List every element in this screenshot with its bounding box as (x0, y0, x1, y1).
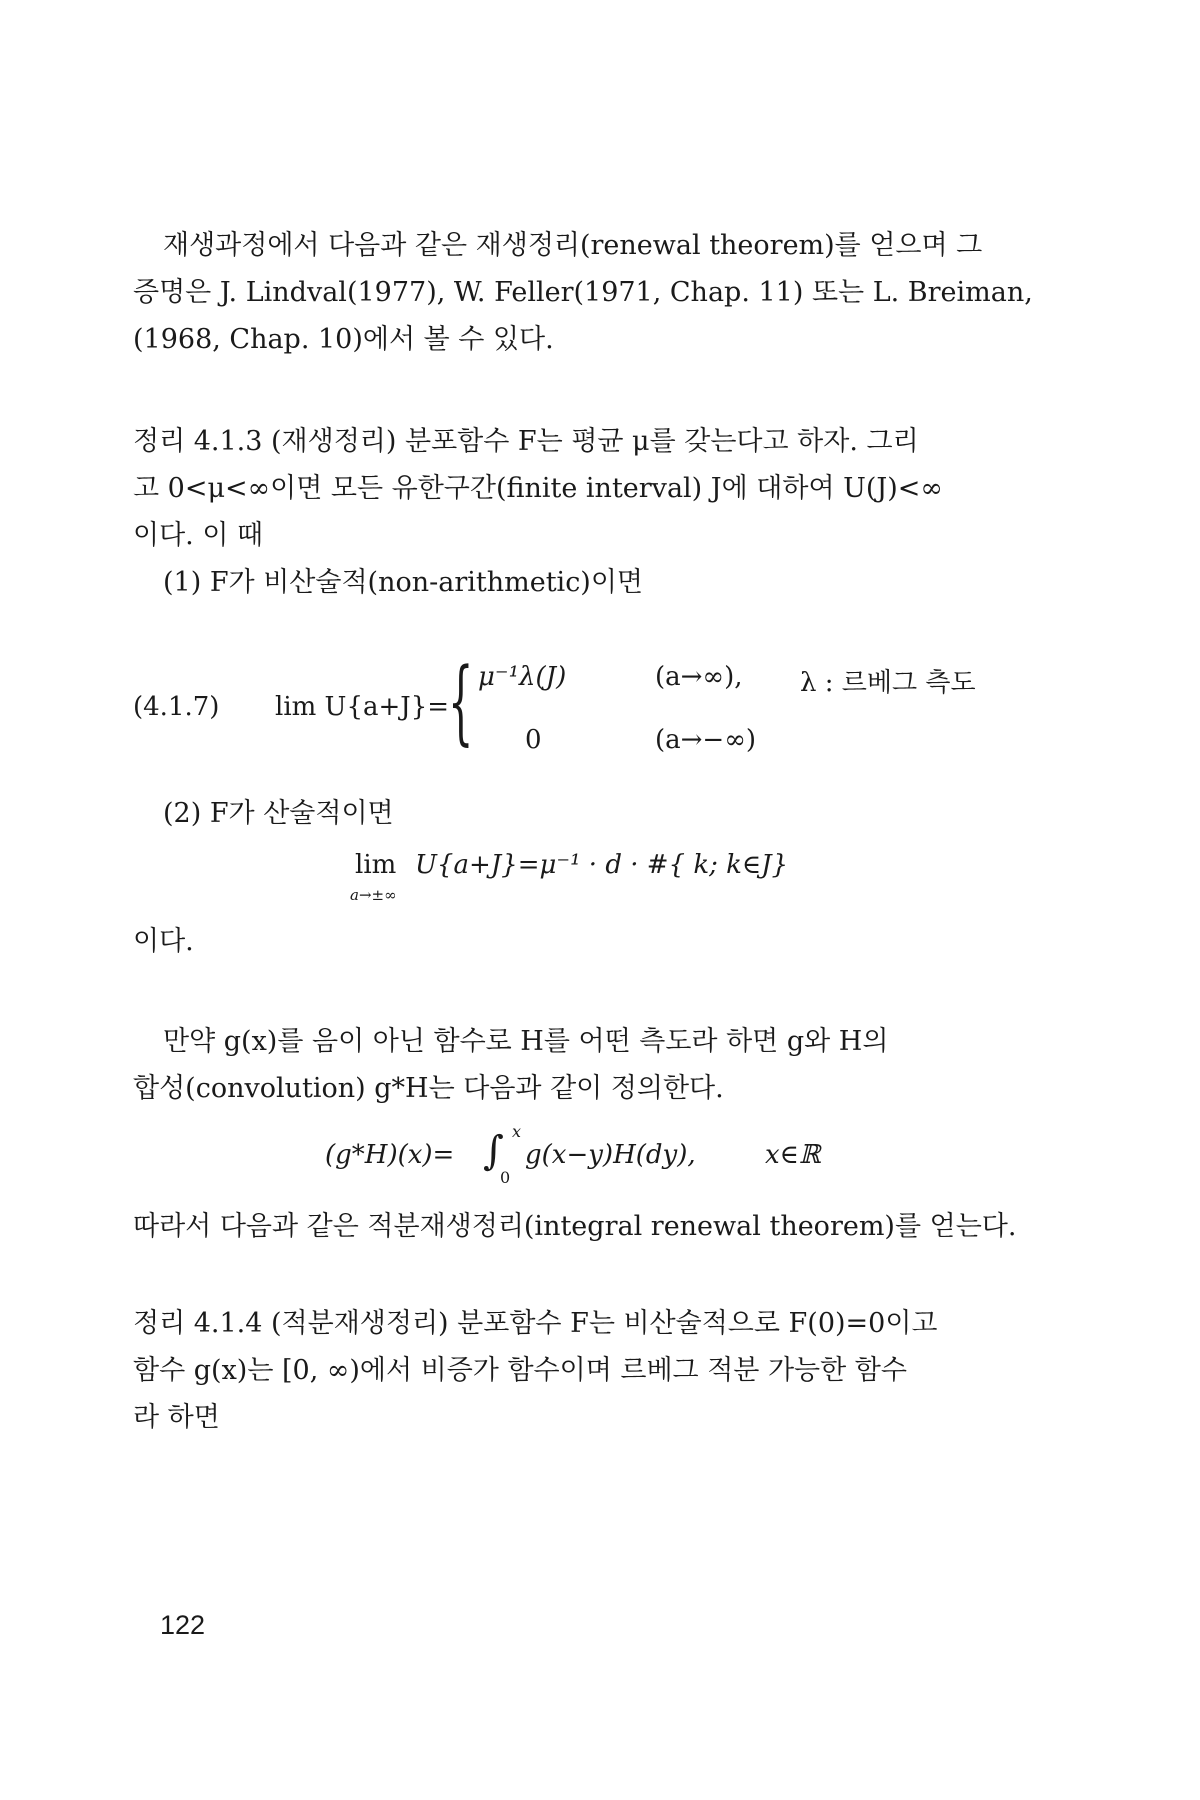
theorem-closing-block (133, 918, 1048, 965)
theorem-4-1-4-line-3: 라 하면 (133, 1402, 220, 1433)
theorem-4-1-4-line-1: 정리 4.1.4 (적분재생정리) 분포함수 F는 비산술적으로 F(0)=0이고 (133, 1308, 938, 1339)
intro-paragraph (133, 222, 1048, 363)
integral-upper-limit: x (512, 1122, 522, 1141)
convolution-line-2: 합성(convolution) g*H는 다음과 같이 정의한다. (133, 1073, 724, 1104)
integral-domain: x∈ℝ (765, 1140, 821, 1170)
page-number: 122 (160, 1610, 206, 1640)
convolution-line-3: 따라서 다음과 같은 적분재생정리(integral renewal theorem)를 얻는다. (133, 1211, 1017, 1242)
case-2-condition: (a→−∞) (655, 725, 757, 755)
limit-operator: lim (355, 850, 397, 880)
equation-lhs: lim U{a+J}= (275, 692, 450, 722)
convolution-lhs: (g*H)(x)= (325, 1140, 455, 1170)
intro-line-2: 증명은 J. Lindval(1977), W. Feller(1971, Chap. 11) 또는 L. Breiman, (133, 277, 1033, 308)
integral-sign: ∫ (483, 1128, 504, 1174)
convolution-line-1: 만약 g(x)를 음이 아닌 함수로 H를 어떤 측도라 하면 g와 H의 (163, 1026, 889, 1057)
integrand: g(x−y)H(dy), (525, 1140, 696, 1170)
intro-line-3: (1968, Chap. 10)에서 볼 수 있다. (133, 324, 554, 355)
theorem-item-1: (1) F가 비산술적(non-arithmetic)이면 (163, 567, 644, 598)
theorem-4-1-3-line-2: 고 0<μ<∞이면 모든 유한구간(finite interval) J에 대하여 U(J)<∞ (133, 473, 943, 504)
case-1-condition: (a→∞), (655, 662, 743, 692)
theorem-4-1-3-line-1: 정리 4.1.3 (재생정리) 분포함수 F는 평균 μ를 갖는다고 하자. 그리 (133, 426, 919, 457)
intro-line-1: 재생과정에서 다음과 같은 재생정리(renewal theorem)를 얻으며 그 (163, 230, 983, 261)
convolution-followup (133, 1203, 1048, 1250)
convolution-paragraph (133, 1018, 1048, 1112)
cases-brace: { (448, 650, 474, 756)
theorem-item-2: (2) F가 산술적이면 (163, 798, 394, 829)
theorem-4-1-3-line-3: 이다. 이 때 (133, 520, 264, 551)
case-2-value: 0 (525, 725, 542, 755)
theorem-closing: 이다. (133, 926, 194, 957)
case-1-note: λ : 르베그 측도 (800, 668, 976, 698)
equation-number-4-1-7: (4.1.7) (133, 692, 220, 722)
theorem-4-1-3 (133, 418, 1048, 606)
theorem-item-2-block (133, 790, 1048, 837)
theorem-4-1-4 (133, 1300, 1048, 1441)
case-1-value: μ⁻¹λ(J) (478, 662, 567, 692)
arithmetic-limit-formula: U{a+J}=μ⁻¹ · d · #{ k; k∈J} (415, 850, 789, 880)
limit-subscript: a→±∞ (350, 886, 397, 904)
integral-lower-limit: 0 (500, 1168, 511, 1187)
theorem-4-1-4-line-2: 함수 g(x)는 [0, ∞)에서 비증가 함수이며 르베그 적분 가능한 함수 (133, 1355, 907, 1386)
